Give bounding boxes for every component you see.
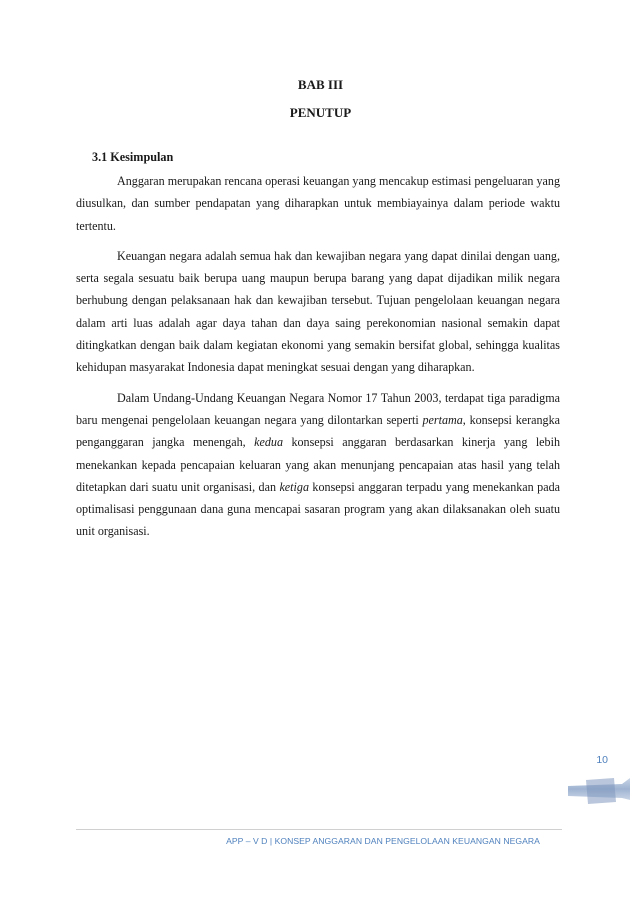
paragraph-3-text: konsepsi anggaran terpadu yang menekankan pada optimalisasi penggunaan dana guna mencapai sasaran program yang akan dilaksanakan oleh suatu unit organisasi. xyxy=(76,479,560,539)
body-text xyxy=(76,170,560,551)
paragraph-3-text: konsepsi anggaran berdasarkan kinerja yang lebih menekankan kepada pencapaian keluaran yang akan menunjang pencapaian atas hasil yang telah ditetapkan dari suatu unit organisasi, dan xyxy=(76,435,560,494)
emphasis-ketiga: ketiga xyxy=(279,479,309,494)
emphasis-kedua: kedua xyxy=(254,435,284,450)
paragraph-3-text: Dalam Undang-Undang Keuangan Negara Nomor 17 Tahun 2003, terdapat tiga paradigma baru mengenai pengelolaan keuangan negara yang dilontarkan seperti xyxy=(76,390,560,427)
page-number: 10 xyxy=(596,754,608,766)
emphasis-pertama: pertama xyxy=(422,412,463,427)
paragraph-1: Anggaran merupakan rencana operasi keuangan yang mencakup estimasi pengeluaran yang diusulkan, dan sumber pendapatan yang diharapkan untuk membiayainya dalam periode waktu tertentu. xyxy=(76,174,560,233)
paragraph-3 xyxy=(76,387,560,543)
footer-divider xyxy=(76,829,562,830)
footer-text: APP – V D | KONSEP ANGGARAN DAN PENGELOLAAN KEUANGAN NEGARA xyxy=(226,836,540,846)
paragraph-3-text: , konsepsi kerangka penganggaran jangka menengah, xyxy=(76,412,561,450)
section-heading: 3.1 Kesimpulan xyxy=(92,150,174,164)
chapter-title: PENUTUP xyxy=(289,105,352,120)
chapter-number: BAB III xyxy=(297,77,344,92)
page-tab-decoration xyxy=(566,774,630,806)
paragraph-2: Keuangan negara adalah semua hak dan kewajiban negara yang dapat dinilai dengan uang, serta segala sesuatu baik berupa uang maupun berupa barang yang dapat dijadikan milik negara berhubung dengan pelaksanaan hak dan kewajiban tersebut. Tujuan pengelolaan keuangan negara dalam arti luas adalah agar daya tahan dan daya saing perekonomian nasional semakin dapat ditingkatkan dengan baik dalam kegiatan ekonomi yang semakin bersifat global, sehingga kualitas kehidupan masyarakat Indonesia dapat meningkat sesuai dengan yang diharapkan. xyxy=(76,248,560,375)
